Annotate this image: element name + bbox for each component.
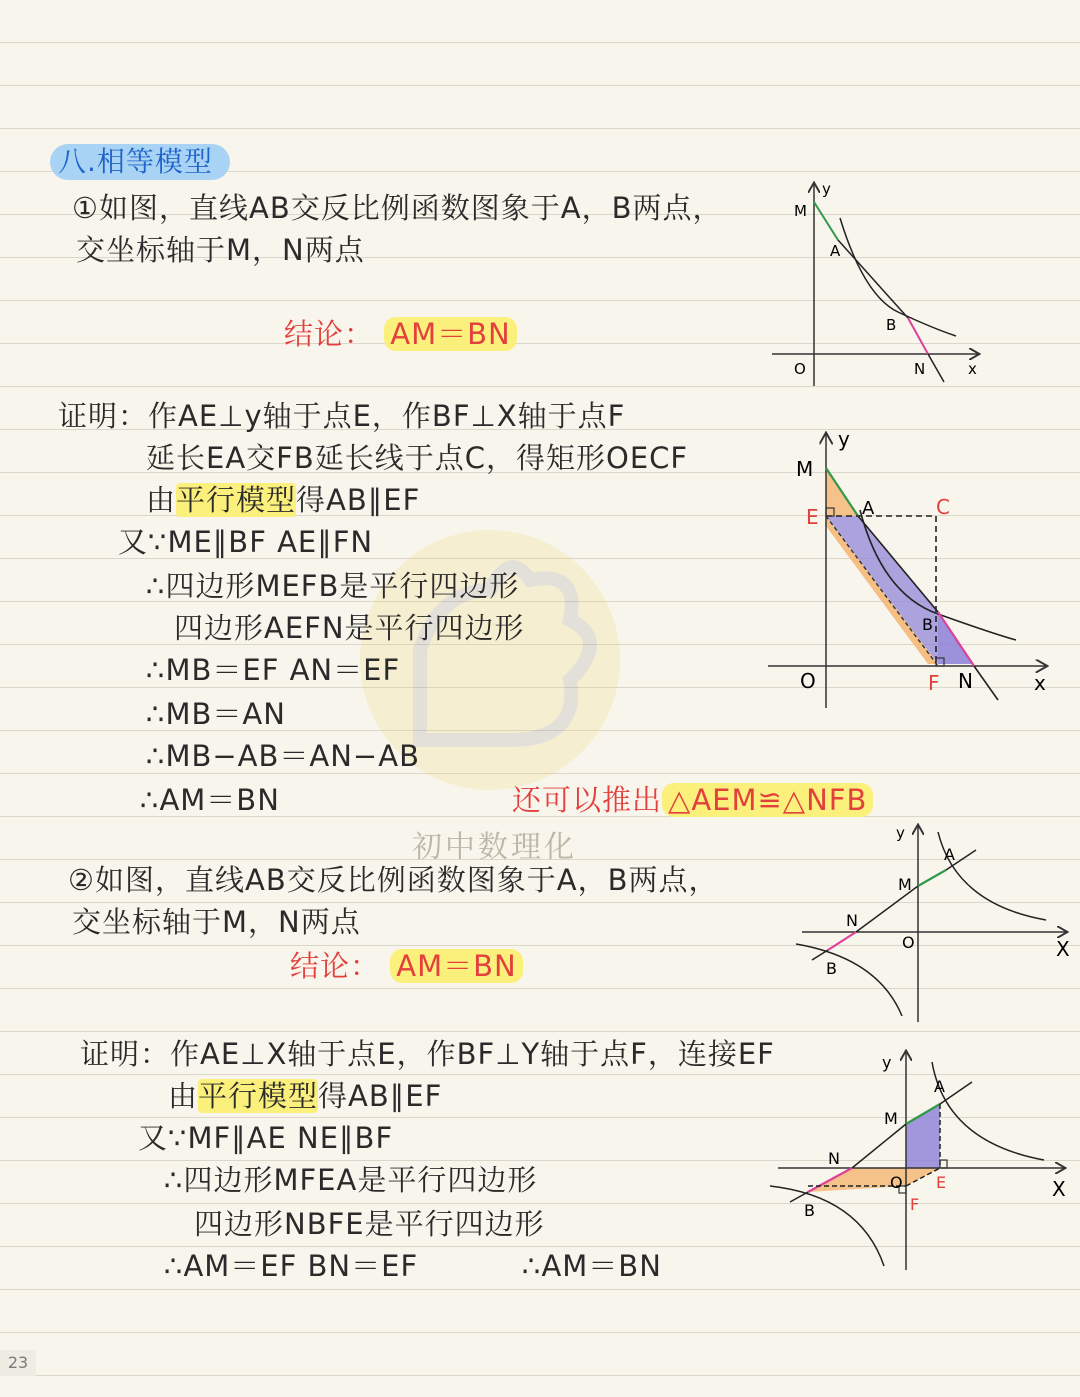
- right-angle-e: [940, 1160, 947, 1168]
- section-title: 八.相等模型: [58, 145, 213, 178]
- segment-mn: [852, 1124, 906, 1168]
- label-m: M: [794, 202, 807, 220]
- part1-proof-line4: 又∵ME∥BF AE∥FN: [118, 525, 374, 559]
- figure-3-graph: [790, 820, 1080, 1025]
- label-a: A: [862, 498, 875, 519]
- label-n: N: [958, 669, 973, 693]
- segment-bn: [828, 932, 856, 950]
- part2-proof-line6: ∴AM＝EF BN＝EF: [164, 1249, 419, 1283]
- label-b: B: [922, 615, 933, 634]
- hyperbola-upper: [932, 1062, 1044, 1160]
- label-b: B: [804, 1201, 815, 1220]
- part1-proof-line8: ∴MB＝AN: [146, 697, 286, 731]
- label-a: A: [830, 242, 841, 260]
- part1-conclusion-value: AM＝BN: [384, 317, 516, 351]
- part1-conclusion: [284, 316, 517, 352]
- part1-proof-line1: [58, 398, 625, 434]
- label-y: y: [838, 427, 850, 451]
- label-f: F: [928, 671, 940, 695]
- watermark-text: 初中数理化: [412, 830, 577, 865]
- label-n: N: [846, 911, 858, 930]
- label-c: C: [936, 495, 950, 519]
- part2-problem-line1: ②如图，直线AB交反比例函数图象于A，B两点，: [68, 863, 719, 897]
- segment-am: [814, 202, 838, 240]
- part2-proof-line6-end: ∴AM＝BN: [522, 1249, 662, 1283]
- label-b: B: [826, 959, 837, 978]
- label-b: B: [886, 316, 897, 334]
- part2-problem-line2: 交坐标轴于M，N两点: [72, 905, 361, 939]
- label-f: F: [910, 1195, 920, 1214]
- part1-proof-line3-pre: 由: [146, 483, 177, 517]
- part2-proof-line2-post: 得AB∥EF: [318, 1079, 443, 1113]
- figure-4-graph: [764, 1046, 1074, 1276]
- part1-proof-line10: ∴AM＝BN: [140, 783, 280, 817]
- part1-extra-note: [512, 782, 873, 818]
- label-o: O: [902, 933, 915, 952]
- part2-proof-line1: [80, 1036, 775, 1072]
- part2-proof-line2-hl: 平行模型: [198, 1079, 319, 1113]
- part1-proof-line5: ∴四边形MEFB是平行四边形: [146, 569, 520, 603]
- part2-conclusion-label: 结论：: [290, 949, 381, 983]
- part1-proof-line3-post: 得AB∥EF: [296, 483, 421, 517]
- part2-proof-line1-text: 作AE⊥X轴于点E，作BF⊥Y轴于点F，连接EF: [170, 1037, 775, 1071]
- part1-proof-line9: ∴MB−AB＝AN−AB: [146, 739, 420, 773]
- label-y: y: [896, 824, 905, 842]
- part1-extra-note-congruence: △AEM≌△NFB: [662, 783, 873, 817]
- part2-proof-line4: ∴四边形MFEA是平行四边形: [164, 1163, 538, 1197]
- label-n: N: [914, 360, 926, 378]
- part2-proof-line3: 又∵MF∥AE NE∥BF: [138, 1121, 394, 1155]
- label-m: M: [898, 875, 912, 894]
- part1-problem-line2: 交坐标轴于M，N两点: [76, 233, 365, 267]
- part1-proof-line7: ∴MB＝EF AN＝EF: [146, 653, 401, 687]
- part1-conclusion-label: 结论：: [284, 317, 375, 351]
- part1-extra-note-text: 还可以推出: [512, 783, 663, 817]
- segment-ab: [838, 240, 908, 318]
- part1-proof-line1-text: 作AE⊥y轴于点E，作BF⊥X轴于点F: [148, 399, 626, 433]
- label-e: E: [936, 1173, 947, 1192]
- label-o: O: [794, 360, 806, 378]
- part2-proof-line2-pre: 由: [168, 1079, 199, 1113]
- line-extension: [974, 666, 998, 700]
- label-n: N: [828, 1149, 840, 1168]
- label-y: y: [882, 1053, 892, 1072]
- part2-proof-label: 证明：: [80, 1037, 171, 1071]
- part1-proof-line3: [146, 482, 420, 518]
- part1-proof-line3-hl: 平行模型: [176, 483, 297, 517]
- label-e: E: [806, 505, 819, 529]
- label-y: y: [822, 180, 831, 198]
- part1-problem-line1: ①如图，直线AB交反比例函数图象于A，B两点，: [72, 191, 723, 225]
- figure-1-graph: [768, 178, 988, 388]
- part1-proof-line2: 延长EA交FB延长线于点C，得矩形OECF: [146, 441, 689, 475]
- label-a: A: [934, 1077, 945, 1096]
- label-m: M: [884, 1109, 898, 1128]
- label-x: x: [968, 360, 977, 378]
- label-x: X: [1056, 937, 1070, 961]
- figure-2-graph: [762, 424, 1062, 714]
- hyperbola-lower: [796, 944, 902, 1016]
- page-number: 23: [0, 1350, 36, 1376]
- part1-proof-line6: 四边形AEFN是平行四边形: [174, 611, 525, 645]
- label-x: x: [1034, 671, 1046, 695]
- part1-proof-label: 证明：: [58, 399, 149, 433]
- part2-proof-line2: [168, 1078, 442, 1114]
- line-ab-extension: [928, 354, 944, 382]
- label-a: A: [944, 845, 955, 864]
- label-o: O: [890, 1173, 903, 1192]
- label-m: M: [796, 457, 814, 481]
- hyperbola-curve: [840, 218, 956, 336]
- part2-proof-line5: 四边形NBFE是平行四边形: [194, 1207, 545, 1241]
- part2-conclusion-value: AM＝BN: [390, 949, 522, 983]
- segment-am: [918, 870, 946, 886]
- label-x: X: [1052, 1177, 1066, 1201]
- label-o: O: [800, 669, 816, 693]
- hyperbola-lower: [770, 1186, 884, 1266]
- part2-conclusion: [290, 948, 523, 984]
